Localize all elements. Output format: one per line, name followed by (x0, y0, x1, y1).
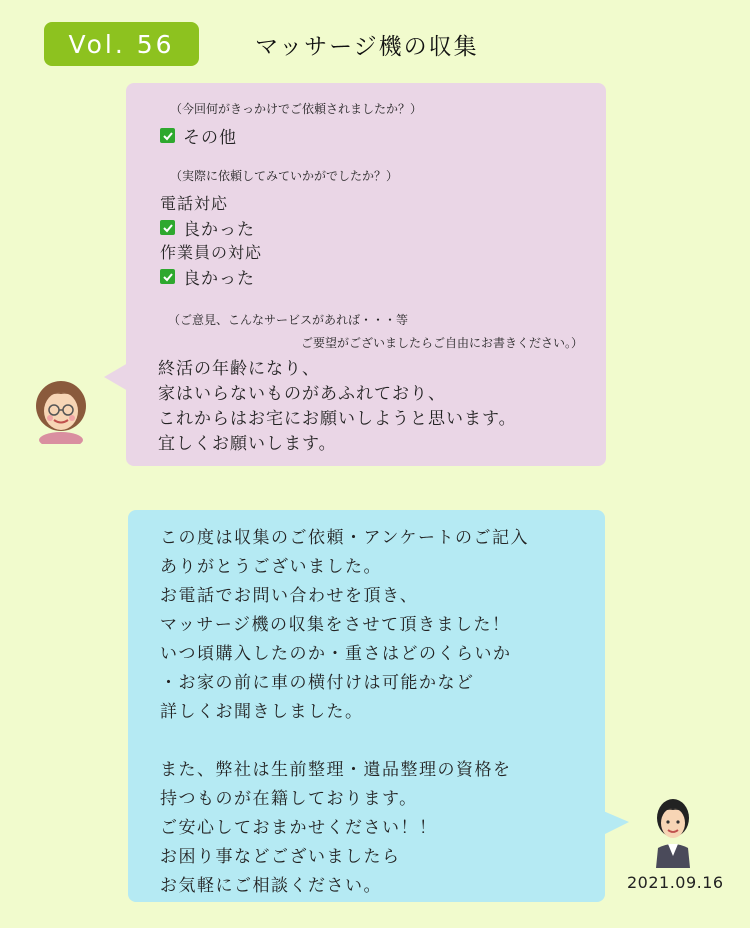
reply-line: マッサージ機の収集をさせて頂きました！ (160, 615, 511, 635)
staff-message (160, 524, 529, 901)
question-reason: （今回何がきっかけでご依頼されましたか？） (170, 102, 423, 116)
reply-line: 詳しくお聞きしました。 (160, 702, 364, 722)
answer-worker-text: 良かった (183, 269, 255, 289)
question-experience: （実際に依頼してみていかがでしたか？） (170, 169, 399, 183)
reply-line: ・お家の前に車の横付けは可能かなど (160, 673, 475, 693)
question-request-line2: ご要望がございましたらご自由にお書きください。） (301, 336, 584, 350)
reply-line: お気軽にご相談ください。 (160, 876, 382, 896)
checkbox-checked-icon (160, 128, 175, 143)
worker-label: 作業員の対応 (160, 243, 263, 262)
volume-badge: Vol. 56 (44, 22, 199, 66)
reply-line: いつ頃購入したのか・重さはどのくらいか (160, 644, 512, 664)
answer-reason (160, 123, 237, 148)
comment-line: 家はいらないものがあふれており、 (158, 384, 446, 404)
reply-line: また、弊社は生前整理・遺品整理の資格を (160, 760, 512, 780)
question-request-line1: （ご意見、こんなサービスがあれば・・・等 (168, 313, 409, 327)
reply-blank-line (160, 727, 529, 756)
phone-label: 電話対応 (160, 194, 229, 213)
checkbox-checked-icon (160, 220, 175, 235)
customer-survey-bubble (126, 83, 606, 466)
comment-line: これからはお宅にお願いしようと思います。 (158, 409, 517, 429)
answer-reason-text: その他 (183, 128, 237, 148)
comment-line: 終活の年齢になり、 (158, 359, 320, 379)
customer-comment (158, 357, 517, 457)
staff-reply-bubble (128, 510, 605, 902)
reply-line: ありがとうございました。 (160, 557, 382, 577)
reply-line: お困り事などございましたら (160, 847, 401, 867)
reply-line: ご安心しておまかせください！！ (160, 818, 438, 838)
reply-line: この度は収集のご依頼・アンケートのご記入 (160, 528, 529, 548)
answer-phone-text: 良かった (183, 220, 255, 240)
answer-worker (160, 264, 255, 289)
comment-line: 宜しくお願いします。 (158, 434, 337, 454)
staff-avatar-icon (650, 796, 696, 868)
page-title: マッサージ機の収集 (255, 34, 479, 60)
customer-avatar-icon (30, 378, 92, 444)
checkbox-checked-icon (160, 269, 175, 284)
answer-phone (160, 215, 255, 240)
reply-line: お電話でお問い合わせを頂き、 (160, 586, 419, 606)
reply-line: 持つものが在籍しております。 (160, 789, 418, 809)
post-date: 2021.09.16 (627, 873, 724, 892)
